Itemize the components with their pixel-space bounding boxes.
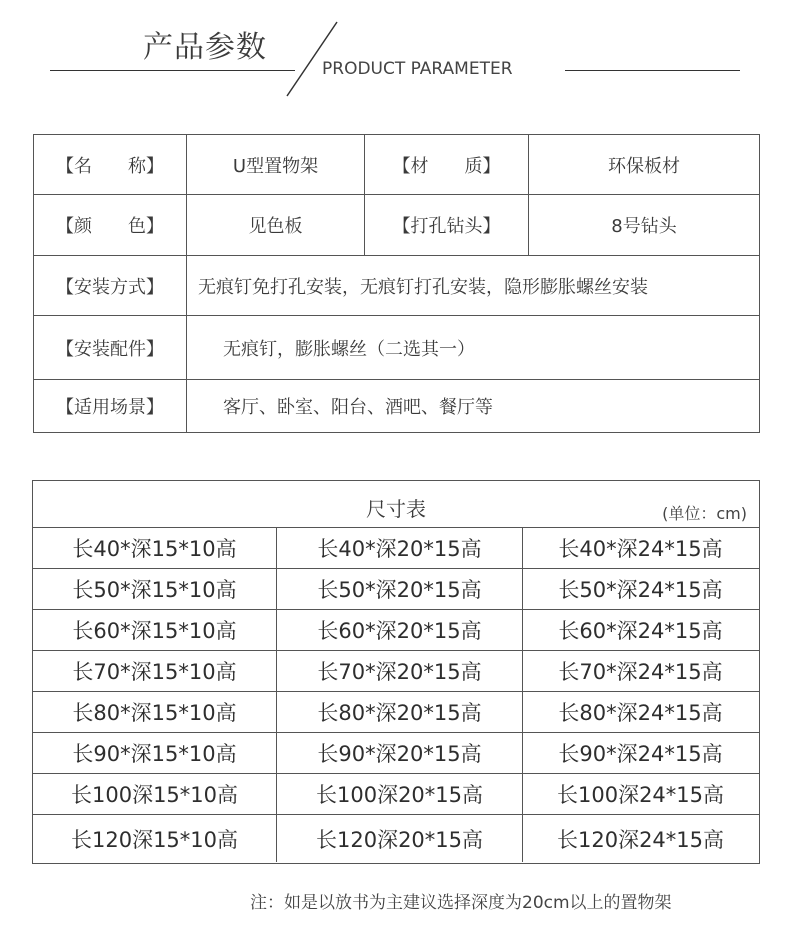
size-cell: 长50*深24*15高 [558,578,723,602]
size-cell: 长80*深15*10高 [33,692,277,732]
page-header [0,0,790,100]
size-table-title: 尺寸表 [366,497,426,521]
size-cell: 长90*深15*10高 [33,733,277,773]
param-row [34,135,759,195]
param-value: 客厅、卧室、阳台、酒吧、餐厅等 [223,397,493,418]
param-label: 【安装方式】 [34,256,187,315]
size-row [33,651,759,692]
header-slash-divider [0,0,790,100]
size-cell: 长60*深15*10高 [33,610,277,650]
size-cell: 长50*深20*15高 [277,569,523,609]
size-cell: 长90*深20*15高 [277,733,523,773]
size-table-unit: (单位：cm) [662,504,747,523]
size-table [32,480,760,864]
size-cell: 长60*深24*15高 [558,619,723,643]
param-value: 无痕钉，膨胀螺丝（二选其一） [223,338,475,360]
section-title-cn: 产品参数 [143,30,267,65]
size-cell: 长60*深20*15高 [277,610,523,650]
size-row [33,610,759,651]
param-row [34,195,759,256]
size-cell: 长80*深20*15高 [277,692,523,732]
parameter-table [33,134,760,433]
size-row [33,528,759,569]
size-table-header [33,481,759,528]
param-value: 8号钻头 [611,216,677,237]
param-value: 环保板材 [608,155,680,177]
size-row [33,733,759,774]
size-cell: 长70*深24*15高 [558,660,723,684]
param-label: 【材 质】 [365,135,529,194]
size-cell: 长40*深15*10高 [33,528,277,568]
size-row [33,815,759,862]
param-row [34,256,759,316]
footnote: 注：如是以放书为主建议选择深度为20cm以上的置物架 [250,893,672,913]
param-value: U型置物架 [187,135,365,194]
size-cell: 长100深20*15高 [277,774,523,814]
param-label: 【安装配件】 [34,316,187,379]
param-row [34,316,759,380]
header-rule-right [565,70,740,71]
size-cell: 长50*深15*10高 [33,569,277,609]
section-title-en: PRODUCT PARAMETER [322,59,513,79]
size-row [33,692,759,733]
param-label: 【名 称】 [34,135,187,194]
param-label: 【颜 色】 [34,195,187,255]
size-cell: 长100深24*15高 [556,783,725,807]
size-cell: 长90*深24*15高 [558,742,723,766]
param-row [34,380,759,432]
param-label: 【打孔钻头】 [365,195,529,255]
size-cell: 长70*深15*10高 [33,651,277,691]
param-label: 【适用场景】 [34,380,187,432]
size-cell: 长80*深24*15高 [558,701,723,725]
size-cell: 长120深20*15高 [277,815,523,862]
size-cell: 长40*深20*15高 [277,528,523,568]
size-row [33,569,759,610]
param-value: 见色板 [187,195,365,255]
size-row [33,774,759,815]
size-cell: 长70*深20*15高 [277,651,523,691]
param-value: 无痕钉免打孔安装，无痕钉打孔安装，隐形膨胀螺丝安装 [198,276,648,298]
size-cell: 长120深24*15高 [556,827,725,852]
size-cell: 长40*深24*15高 [558,537,723,561]
size-cell: 长100深15*10高 [33,774,277,814]
size-cell: 长120深15*10高 [33,815,277,862]
